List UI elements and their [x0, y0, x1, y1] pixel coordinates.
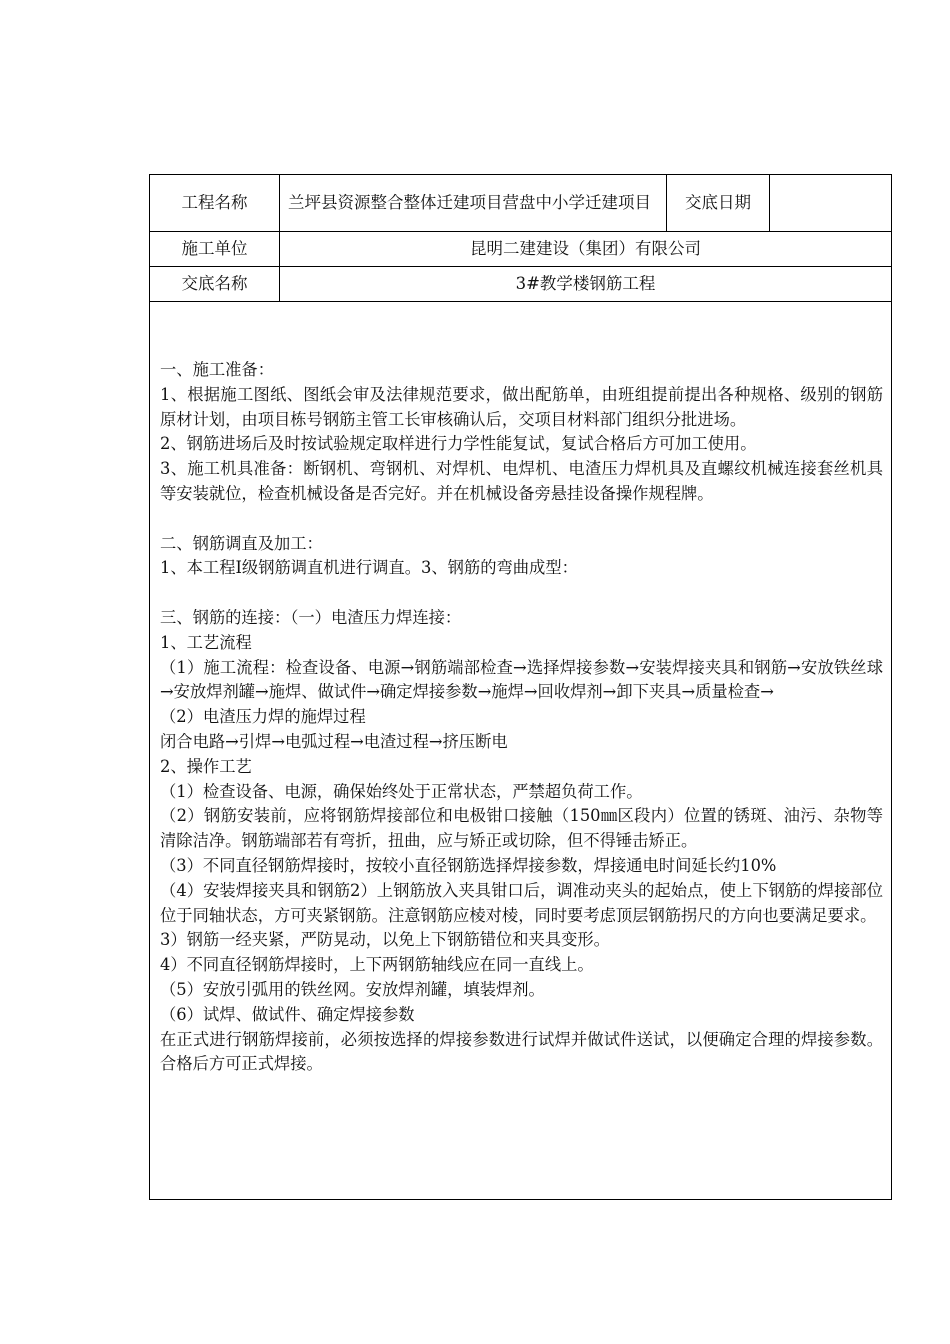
date-value — [770, 175, 892, 232]
paragraph: （2）电渣压力焊的施焊过程 — [160, 707, 366, 727]
row-contractor — [150, 232, 892, 267]
paragraph: （1）检查设备、电源，确保始终处于正常状态，严禁超负荷工作。 — [160, 781, 643, 801]
row-content — [150, 302, 892, 1200]
paragraph: （1）施工流程：检查设备、电源→钢筋端部检查→选择焊接参数→安装焊接夹具和钢筋→安放铁丝球→安放焊剂罐→施焊、做试件→确定焊接参数→施焊→回收焊剂→卸下夹具→质量检查→ — [160, 657, 883, 702]
paragraph: （5）安放引弧用的铁丝网。安放焊剂罐，填装焊剂。 — [160, 979, 545, 999]
paragraph: （2）钢筋安装前，应将钢筋焊接部位和电极钳口接触（150㎜区段内）位置的锈斑、油污、杂物等清除洁净。钢筋端部若有弯折，扭曲，应与矫正或切除，但不得锤击矫正。 — [160, 806, 883, 851]
paragraph: 2、操作工艺 — [160, 756, 252, 776]
blank-line — [160, 581, 883, 606]
contractor-label: 施工单位 — [150, 232, 280, 267]
section-heading: 一、施工准备： — [160, 360, 274, 379]
paragraph: 3）钢筋一经夹紧，严防晃动，以免上下钢筋错位和夹具变形。 — [160, 930, 610, 950]
subject-value: 3#教学楼钢筋工程 — [280, 267, 892, 302]
contractor-value: 昆明二建建设（集团）有限公司 — [280, 232, 892, 267]
paragraph: （6）试焊、做试件、确定焊接参数 — [160, 1004, 415, 1024]
paragraph: 4）不同直径钢筋焊接时，上下两钢筋轴线应在同一直线上。 — [160, 955, 594, 975]
paragraph: 2、钢筋进场后及时按试验规定取样进行力学性能复试，复试合格后方可加工使用。 — [160, 434, 757, 454]
paragraph: 在正式进行钢筋焊接前，必须按选择的焊接参数进行试焊并做试件送试，以便确定合理的焊接参数。合格后方可正式焊接。 — [160, 1029, 883, 1074]
row-project-name — [150, 175, 892, 232]
project-name-value: 兰坪县资源整合整体迁建项目营盘中小学迁建项目 — [280, 175, 667, 232]
project-name-label: 工程名称 — [150, 175, 280, 232]
blank-line — [160, 507, 883, 532]
date-label: 交底日期 — [667, 175, 770, 232]
section-heading: 三、钢筋的连接：（一）电渣压力焊连接： — [160, 607, 462, 627]
paragraph: 1、工艺流程 — [160, 632, 252, 652]
paragraph: （3）不同直径钢筋焊接时，按较小直径钢筋选择焊接参数，焊接通电时间延长约10% — [160, 855, 777, 875]
row-subject — [150, 267, 892, 302]
content-cell — [150, 302, 892, 1200]
paragraph: 1、根据施工图纸、图纸会审及法律规范要求，做出配筋单，由班组提前提出各种规格、级别的钢筋原材计划，由项目栋号钢筋主管工长审核确认后，交项目材料部门组织分批进场。 — [160, 384, 883, 429]
section-heading: 二、钢筋调直及加工： — [160, 533, 323, 553]
paragraph: 1、本工程Ⅰ级钢筋调直机进行调直。3、钢筋的弯曲成型： — [160, 558, 578, 578]
paragraph: 3、施工机具准备：断钢机、弯钢机、对焊机、电焊机、电渣压力焊机具及直螺纹机械连接套丝机具等安装就位，检查机械设备是否完好。并在机械设备旁悬挂设备操作规程牌。 — [160, 459, 883, 503]
paragraph: 闭合电路→引焊→电弧过程→电渣过程→挤压断电 — [160, 731, 508, 751]
paragraph: （4）安装焊接夹具和钢筋2）上钢筋放入夹具钳口后，调准动夹头的起始点，使上下钢筋的焊接部位位于同轴状态，方可夹紧钢筋。注意钢筋应棱对棱，同时要考虑顶层钢筋拐尺的方向也要满足要求。 — [160, 880, 883, 925]
subject-label: 交底名称 — [150, 267, 280, 302]
disclosure-table — [149, 174, 892, 1200]
